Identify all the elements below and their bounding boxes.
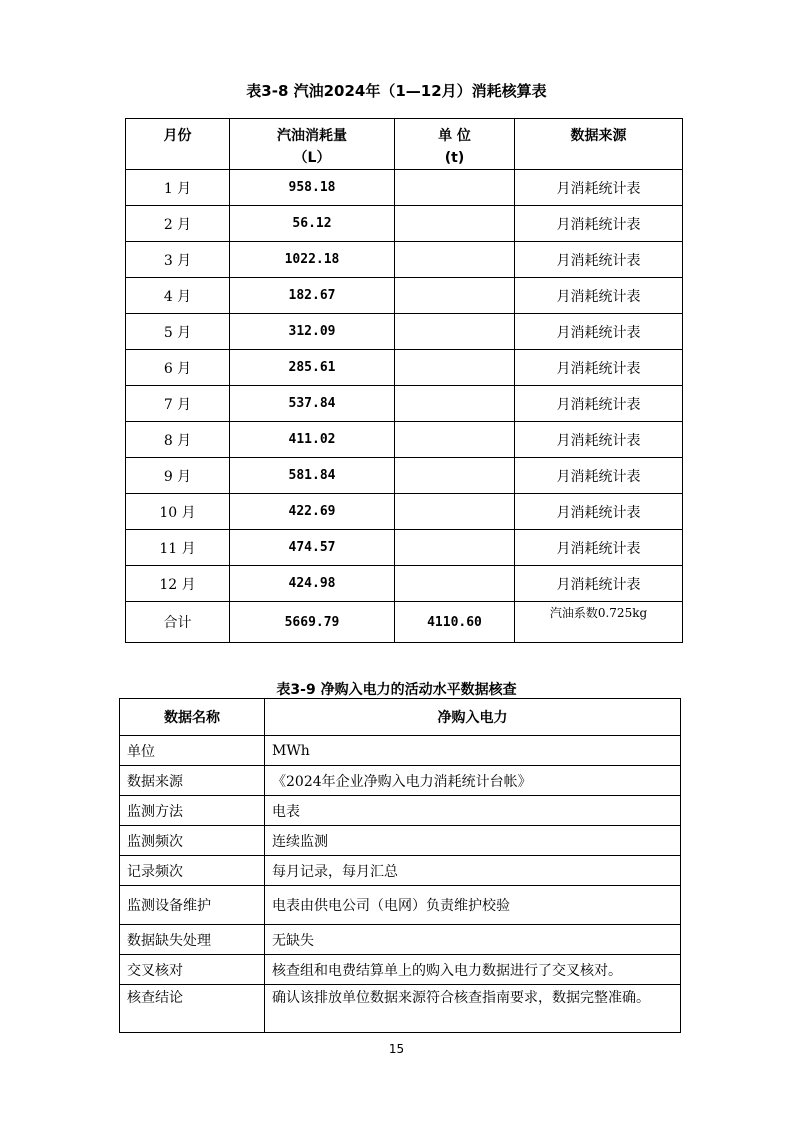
consumption-cell: 285.61 bbox=[230, 350, 395, 386]
electricity-verification-table bbox=[119, 698, 681, 1033]
unit-cell bbox=[395, 170, 515, 206]
source-cell: 月消耗统计表 bbox=[515, 422, 683, 458]
header-month: 月份 bbox=[126, 119, 230, 170]
total-row bbox=[126, 602, 683, 643]
month-cell: 9 月 bbox=[126, 458, 230, 494]
data-value-cell: 每月记录，每月汇总 bbox=[265, 856, 681, 886]
table-row bbox=[120, 826, 681, 856]
month-cell: 5 月 bbox=[126, 314, 230, 350]
unit-cell bbox=[395, 458, 515, 494]
consumption-cell: 182.67 bbox=[230, 278, 395, 314]
table2-caption: 表3-9 净购入电力的活动水平数据核查 bbox=[276, 682, 517, 698]
consumption-cell: 424.98 bbox=[230, 566, 395, 602]
total-label: 合计 bbox=[126, 602, 230, 643]
month-cell: 8 月 bbox=[126, 422, 230, 458]
consumption-cell: 56.12 bbox=[230, 206, 395, 242]
table1-caption: 表3-8 汽油2024年（1—12月）消耗核算表 bbox=[246, 82, 547, 100]
unit-cell bbox=[395, 386, 515, 422]
total-unit-value: 4110.60 bbox=[395, 602, 515, 643]
consumption-cell: 537.84 bbox=[230, 386, 395, 422]
header-consumption-unit: （L） bbox=[293, 150, 331, 166]
data-name-cell: 监测频次 bbox=[120, 826, 265, 856]
source-cell: 月消耗统计表 bbox=[515, 278, 683, 314]
source-cell: 月消耗统计表 bbox=[515, 530, 683, 566]
month-cell: 7 月 bbox=[126, 386, 230, 422]
consumption-cell: 581.84 bbox=[230, 458, 395, 494]
table-header-row bbox=[126, 119, 683, 170]
month-cell: 11 月 bbox=[126, 530, 230, 566]
source-cell: 月消耗统计表 bbox=[515, 242, 683, 278]
page-number: 15 bbox=[388, 1042, 405, 1056]
source-cell: 月消耗统计表 bbox=[515, 386, 683, 422]
consumption-cell: 958.18 bbox=[230, 170, 395, 206]
header-net-electricity: 净购入电力 bbox=[265, 699, 681, 736]
header-consumption bbox=[230, 119, 395, 170]
unit-cell bbox=[395, 422, 515, 458]
data-name-cell: 记录频次 bbox=[120, 856, 265, 886]
data-name-cell: 核查结论 bbox=[120, 985, 265, 1033]
table-row bbox=[126, 494, 683, 530]
source-cell: 月消耗统计表 bbox=[515, 170, 683, 206]
source-cell: 月消耗统计表 bbox=[515, 494, 683, 530]
consumption-cell: 474.57 bbox=[230, 530, 395, 566]
month-cell: 6 月 bbox=[126, 350, 230, 386]
month-cell: 4 月 bbox=[126, 278, 230, 314]
data-value-cell: 核查组和电费结算单上的购入电力数据进行了交叉核对。 bbox=[265, 955, 681, 985]
unit-cell bbox=[395, 314, 515, 350]
table-row bbox=[126, 242, 683, 278]
table-header-row bbox=[120, 699, 681, 736]
table-row bbox=[126, 314, 683, 350]
header-source: 数据来源 bbox=[515, 119, 683, 170]
data-value-cell: 确认该排放单位数据来源符合核查指南要求，数据完整准确。 bbox=[265, 985, 681, 1033]
data-name-cell: 数据缺失处理 bbox=[120, 925, 265, 955]
header-data-name: 数据名称 bbox=[120, 699, 265, 736]
month-cell: 1 月 bbox=[126, 170, 230, 206]
source-cell: 月消耗统计表 bbox=[515, 350, 683, 386]
data-value-cell: 电表由供电公司（电网）负责维护校验 bbox=[265, 886, 681, 925]
table-row bbox=[126, 566, 683, 602]
data-value-cell: 连续监测 bbox=[265, 826, 681, 856]
source-cell: 月消耗统计表 bbox=[515, 206, 683, 242]
table-row bbox=[126, 206, 683, 242]
consumption-cell: 422.69 bbox=[230, 494, 395, 530]
unit-cell bbox=[395, 566, 515, 602]
month-cell: 2 月 bbox=[126, 206, 230, 242]
data-value-cell: MWh bbox=[265, 736, 681, 766]
table-row bbox=[120, 925, 681, 955]
header-unit bbox=[395, 119, 515, 170]
table-row bbox=[126, 422, 683, 458]
header-unit-symbol: (t) bbox=[444, 150, 465, 166]
table-row bbox=[126, 278, 683, 314]
table-row bbox=[126, 458, 683, 494]
table-row bbox=[126, 170, 683, 206]
unit-cell bbox=[395, 530, 515, 566]
total-consumption: 5669.79 bbox=[230, 602, 395, 643]
table-row bbox=[120, 796, 681, 826]
month-cell: 12 月 bbox=[126, 566, 230, 602]
source-cell: 月消耗统计表 bbox=[515, 566, 683, 602]
table-row bbox=[126, 350, 683, 386]
data-name-cell: 单位 bbox=[120, 736, 265, 766]
consumption-cell: 1022.18 bbox=[230, 242, 395, 278]
month-cell: 3 月 bbox=[126, 242, 230, 278]
data-name-cell: 监测方法 bbox=[120, 796, 265, 826]
unit-cell bbox=[395, 206, 515, 242]
data-name-cell: 交叉核对 bbox=[120, 955, 265, 985]
consumption-cell: 411.02 bbox=[230, 422, 395, 458]
table-row bbox=[126, 530, 683, 566]
unit-cell bbox=[395, 350, 515, 386]
source-cell: 月消耗统计表 bbox=[515, 458, 683, 494]
month-cell: 10 月 bbox=[126, 494, 230, 530]
unit-cell bbox=[395, 242, 515, 278]
table-row bbox=[120, 736, 681, 766]
unit-cell bbox=[395, 278, 515, 314]
data-name-cell: 数据来源 bbox=[120, 766, 265, 796]
consumption-cell: 312.09 bbox=[230, 314, 395, 350]
table-row bbox=[120, 766, 681, 796]
header-unit-label: 单 位 bbox=[438, 128, 471, 144]
gasoline-consumption-table bbox=[125, 118, 683, 643]
table-row bbox=[120, 985, 681, 1033]
data-value-cell: 《2024年企业净购入电力消耗统计台帐》 bbox=[265, 766, 681, 796]
table-row bbox=[120, 856, 681, 886]
source-cell: 月消耗统计表 bbox=[515, 314, 683, 350]
table-row bbox=[120, 955, 681, 985]
table-row bbox=[120, 886, 681, 925]
header-consumption-label: 汽油消耗量 bbox=[277, 128, 347, 144]
unit-cell bbox=[395, 494, 515, 530]
data-value-cell: 无缺失 bbox=[265, 925, 681, 955]
coefficient-note: 汽油系数0.725kg bbox=[515, 602, 683, 643]
data-name-cell: 监测设备维护 bbox=[120, 886, 265, 925]
data-value-cell: 电表 bbox=[265, 796, 681, 826]
table-row bbox=[126, 386, 683, 422]
